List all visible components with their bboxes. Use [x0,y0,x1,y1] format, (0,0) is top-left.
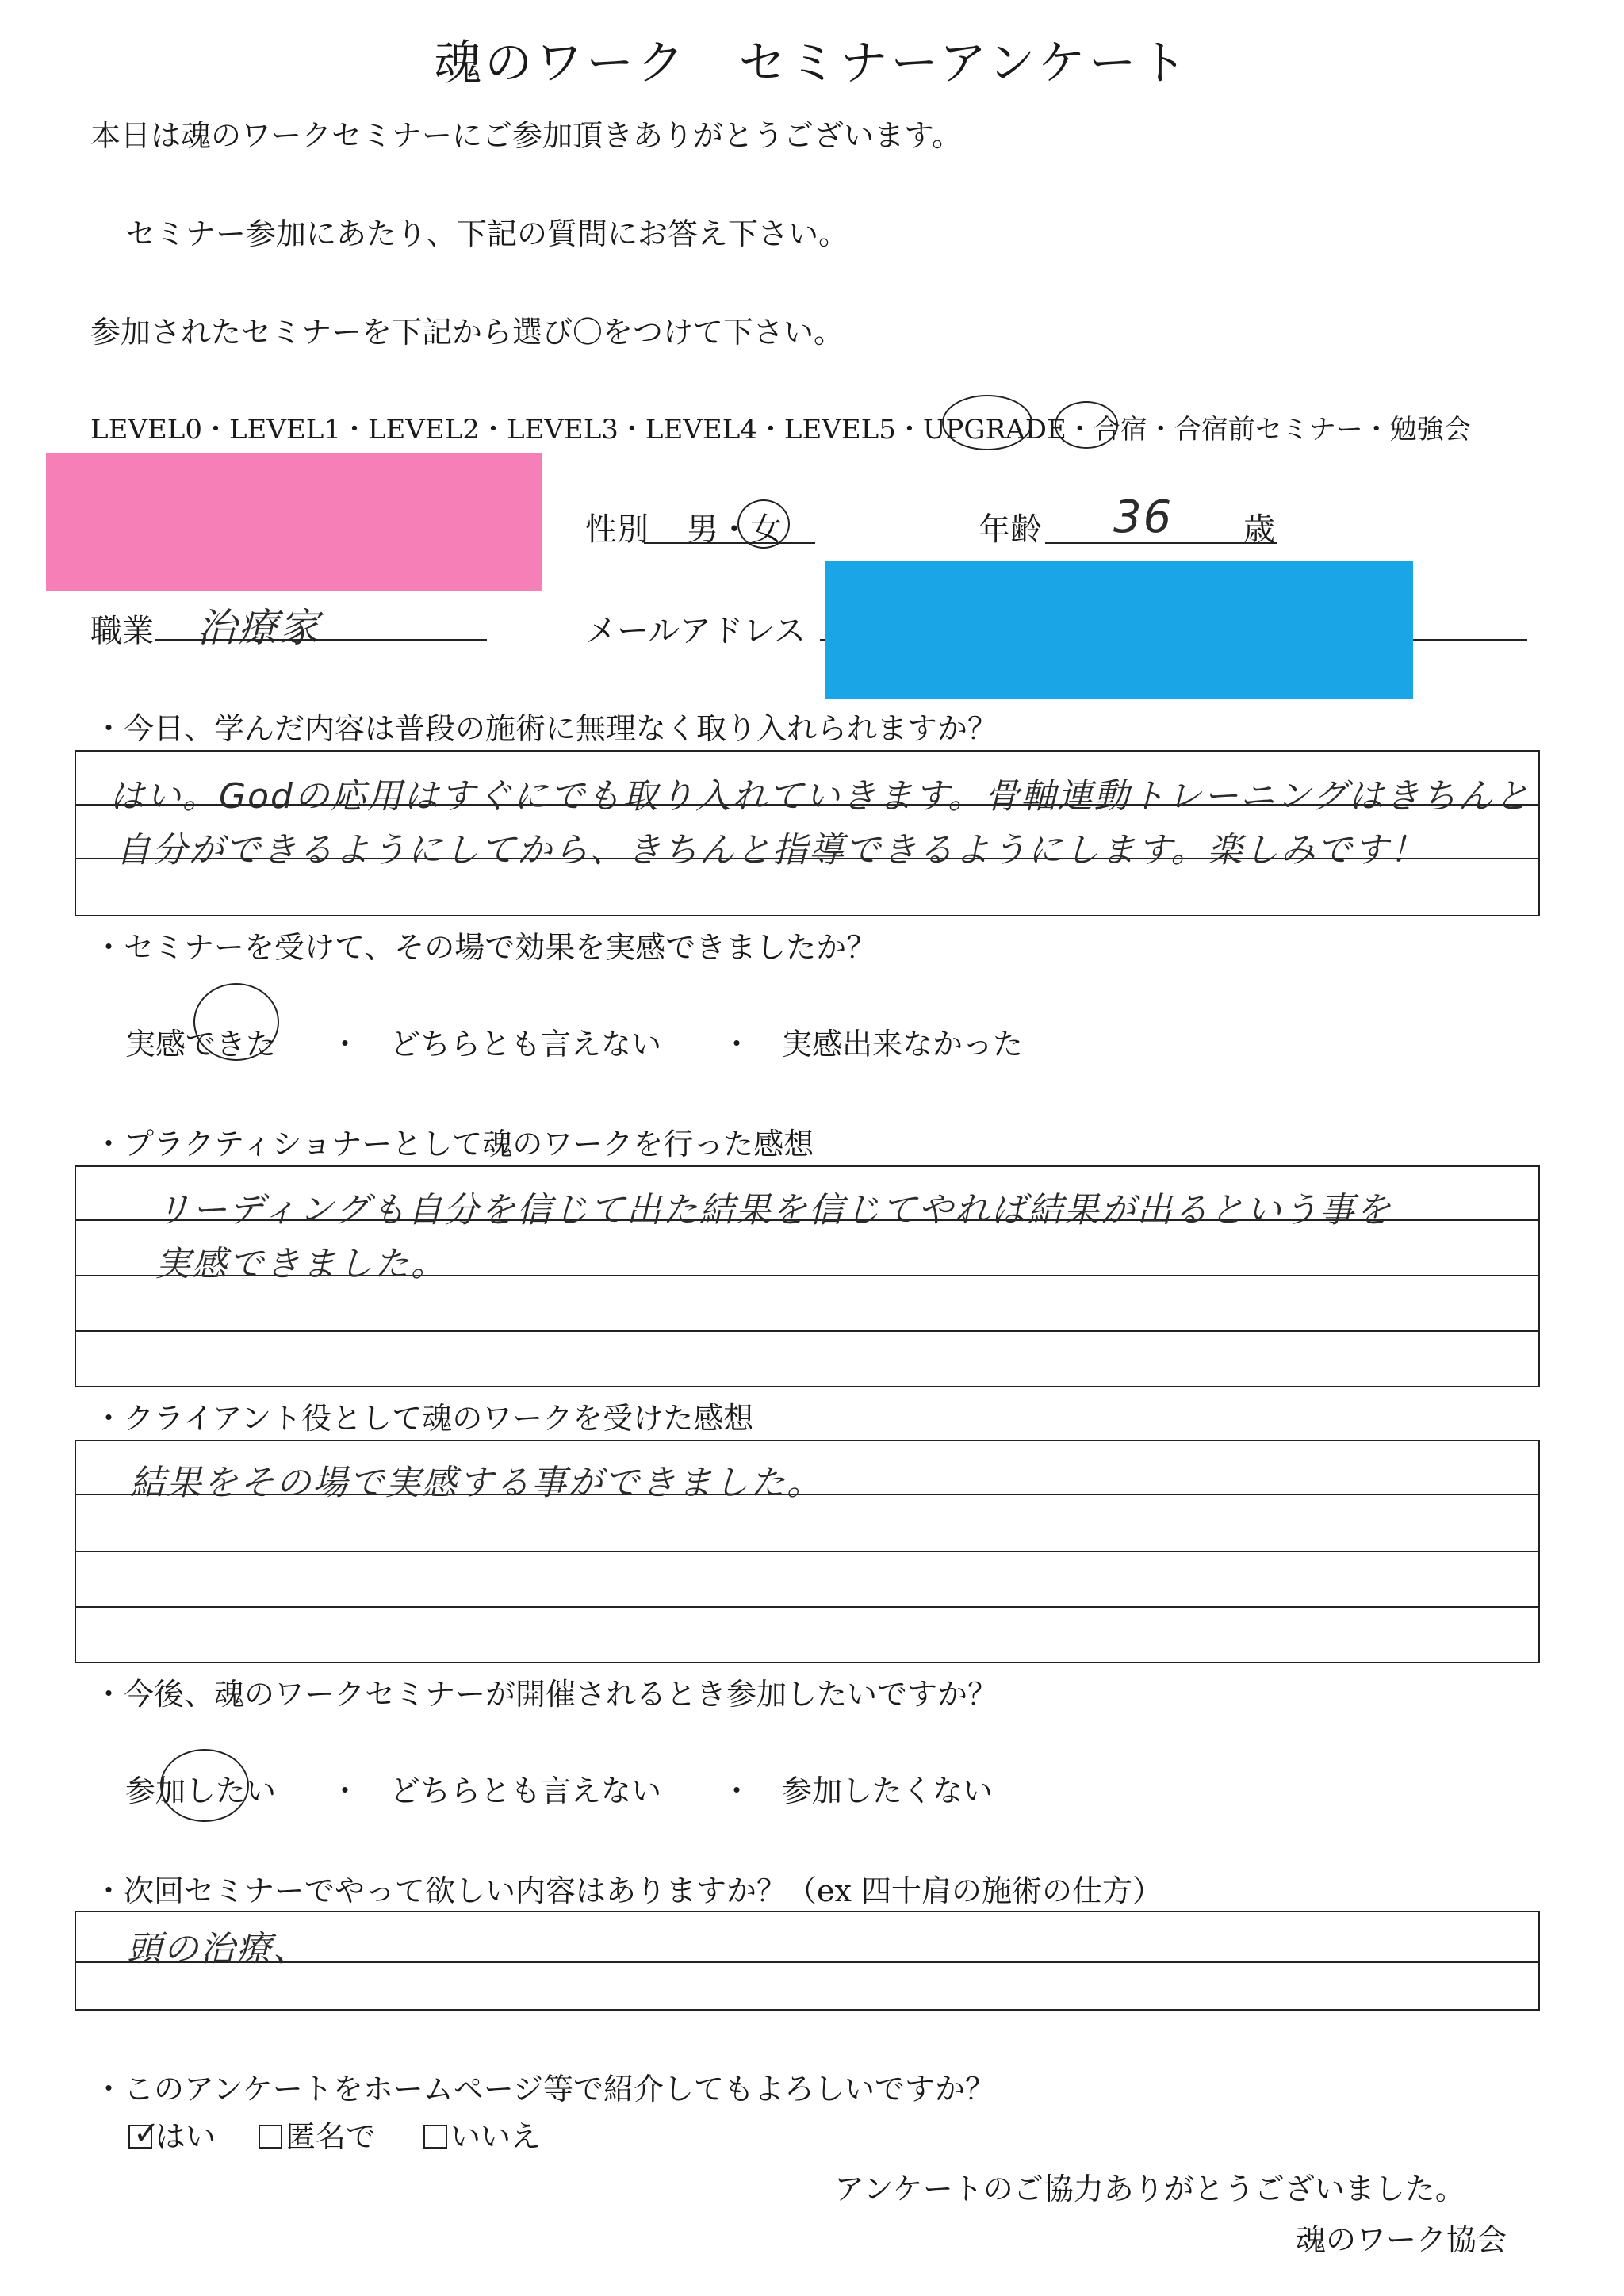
q2-label: ・セミナーを受けて、その場で効果を実感できましたか？ [94,930,877,965]
q1-label: ・今日、学んだ内容は普段の施術に無理なく取り入れられますか？ [94,711,998,746]
q4-ruled-line [76,1551,1538,1552]
page-title: 魂のワーク セミナーアンケート [434,36,1190,91]
q2-option-3[interactable]: 実感出来なかった [782,1027,1024,1062]
q5-separator: ・ [330,1774,361,1808]
circle-mark-gasshuku [1055,401,1118,449]
q4-ruled-line [76,1606,1538,1608]
seminar-options[interactable]: LEVEL0・LEVEL1・LEVEL2・LEVEL3・LEVEL4・LEVEL5・UPGRADE・合宿・合宿前セミナー・勉強会 [90,414,1471,446]
checkbox-yes[interactable] [128,2115,160,2152]
thanks-message: アンケートのご協力ありがとうございました。 [834,2172,1465,2206]
gender-underline [644,542,815,544]
q4-answer-line-1: 結果をその場で実感する事ができました。 [130,1463,823,1503]
circle-mark-female [737,499,790,549]
q5-separator: ・ [722,1774,753,1808]
q6-label: ・次回セミナーでやって欲しい内容はありますか？（ex 四十肩の施術の仕方） [94,1873,1163,1908]
circle-mark-q5-answer [160,1749,249,1822]
circle-mark-upgrade [942,395,1032,450]
q7-option-yes-label: はい [155,2119,216,2154]
gender-options[interactable]: 男・女 [687,511,782,548]
age-underline [1045,542,1277,544]
intro-line-2: セミナー参加にあたり、下記の質問にお答え下さい。 [125,216,849,251]
email-label: メールアドレス [585,613,806,649]
q3-label: ・プラクティショナーとして魂のワークを行った感想 [94,1127,814,1161]
q7-option-anonymous[interactable] [259,2112,376,2156]
q3-answer-line-1: リーディングも自分を信じて出た結果を信じてやれば結果が出るという事を [155,1190,1392,1230]
q5-option-2[interactable]: どちらとも言えない [390,1774,662,1808]
q3-ruled-line [76,1330,1538,1332]
redacted-name [46,453,542,591]
q7-option-yes[interactable] [128,2112,216,2156]
q5-label: ・今後、魂のワークセミナーが開催されるとき参加したいですか？ [94,1677,998,1712]
q7-option-no[interactable] [423,2112,541,2156]
q1-answer-line-1: はい。Godの応用はすぐにでも取り入れていきます。骨軸連動トレーニングはきちんと [109,776,1531,817]
q1-answer-line-2: 自分ができるようにしてから、きちんと指導できるようにします。楽しみです！ [116,830,1427,871]
intro-line-1: 本日は魂のワークセミナーにご参加頂きありがとうございます。 [90,118,962,153]
age-value[interactable]: 36 [1113,492,1174,543]
q6-answer-line-1: 頭の治療、 [127,1929,309,1969]
q3-answer-line-2: 実感できました。 [155,1244,447,1284]
q7-option-no-label: いいえ [450,2119,542,2154]
age-label: 年齢 [979,511,1042,548]
check-mark-icon: ✓ [133,2115,160,2152]
organization-name: 魂のワーク協会 [1296,2222,1507,2257]
circle-mark-q2-answer [193,983,279,1061]
q5-option-3[interactable]: 参加したくない [782,1774,994,1808]
q2-separator: ・ [722,1027,753,1062]
q5-option-1[interactable]: 参加したい [125,1774,277,1808]
checkbox-anonymous[interactable] [259,2125,282,2149]
age-unit: 歳 [1243,511,1275,548]
intro-line-3: 参加されたセミナーを下記から選び〇をつけて下さい。 [90,315,845,350]
checkbox-no[interactable] [423,2125,447,2149]
redacted-email [825,561,1413,699]
q2-option-1[interactable]: 実感できた [125,1027,277,1062]
q7-option-anonymous-label: 匿名で [285,2119,377,2154]
q7-label: ・このアンケートをホームページ等で紹介してもよろしいですか？ [94,2072,995,2107]
q2-option-2[interactable]: どちらとも言えない [390,1027,662,1062]
occupation-underline [155,639,487,641]
gender-label: 性別 [585,511,649,548]
q2-separator: ・ [330,1027,361,1062]
occupation-label: 職業 [90,613,154,649]
occupation-value[interactable]: 治療家 [197,605,320,651]
q4-label: ・クライアント役として魂のワークを受けた感想 [94,1401,754,1436]
